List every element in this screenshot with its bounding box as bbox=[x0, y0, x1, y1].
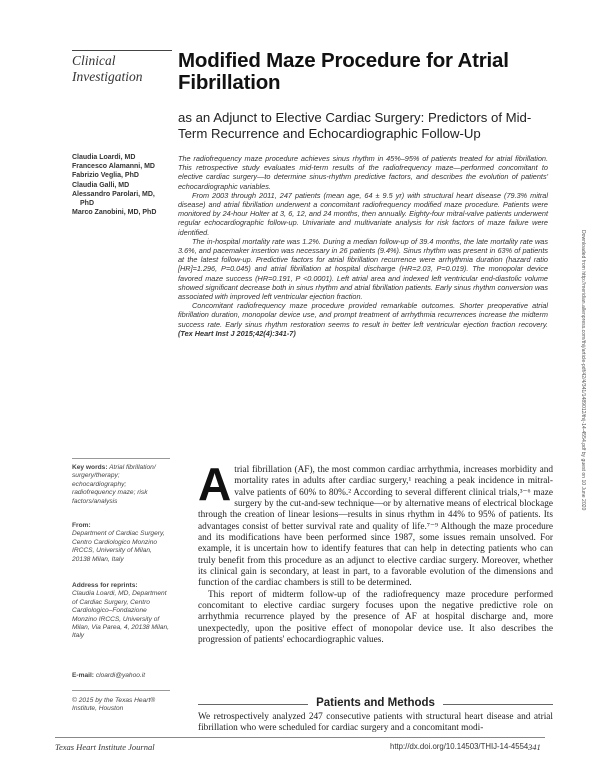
abstract-paragraph bbox=[178, 301, 548, 338]
keywords-block bbox=[72, 464, 170, 506]
article-subtitle: as an Adjunct to Elective Cardiac Surgery: Predictors of Mid-Term Recurrence and Echocardiographic Follow-Up bbox=[178, 110, 532, 141]
email-block bbox=[72, 672, 170, 680]
body-methods bbox=[198, 712, 553, 735]
abstract-conclusion: Concomitant radiofrequency maze procedure provided remarkable outcomes. Shorter preoperative atrial fibrillation duration, monopolar device use, and prompt treatment of arrhythmia recurrences increase the midterm success rate. Early sinus rhythm restoration seems to result in better left ventricular ejection fraction recovery. bbox=[178, 301, 548, 329]
body-intro bbox=[198, 458, 553, 647]
download-watermark bbox=[578, 230, 588, 570]
page-number: 341 bbox=[528, 742, 541, 752]
body-paragraph bbox=[198, 458, 553, 590]
drop-cap: A bbox=[198, 458, 232, 510]
section-label-line1: Clinical bbox=[72, 53, 116, 68]
author: Alessandro Parolari, MD, bbox=[72, 190, 155, 198]
author: Marco Zanobini, MD, PhD bbox=[72, 209, 157, 217]
email-label: E-mail: bbox=[72, 672, 94, 679]
abstract bbox=[178, 154, 548, 338]
abstract-paragraph: The radiofrequency maze procedure achieves sinus rhythm in 45%–95% of patients treated for atrial fibrillation. This retrospective study evaluates mid-term results of the radiofrequency maze—performed concomitant to elective cardiac surgery—to determine sinus-rhythm predictive factors, and describes the evolution of patients' echocardiographic variables. bbox=[178, 154, 548, 191]
keywords-text: Atrial fibrillation/ surgery/therapy; echocardiography; radiofrequency maze; risk factors/analysis bbox=[72, 464, 156, 505]
citation: (Tex Heart Inst J 2015;42(4):341-7) bbox=[178, 328, 296, 338]
author-list bbox=[72, 153, 177, 217]
email-address[interactable]: cloardi@yahoo.it bbox=[95, 672, 146, 679]
section-label bbox=[72, 53, 172, 85]
copyright-note: © 2015 by the Texas Heart® Institute, Houston bbox=[72, 697, 156, 713]
journal-name: Texas Heart Institute Journal bbox=[55, 742, 155, 752]
section-rule bbox=[72, 50, 172, 51]
affiliation-block bbox=[72, 522, 170, 564]
author: Fabrizio Veglia, PhD bbox=[72, 172, 139, 180]
reprints-text: Claudia Loardi, MD, Department of Cardiac Surgery, Centro Cardiologico–Fondazione Monzino IRCCS, University of Milan, Via Parea, 4, 20138 Milan, Italy bbox=[72, 590, 170, 640]
reprints-label: Address for reprints: bbox=[72, 582, 138, 589]
body-paragraph: This report of midterm follow-up of the radiofrequency maze procedure performed concomitant to elective cardiac surgery focuses upon the negative predictive role on arrhythmia recurrence played by the presence of AF at hospital discharge and, more unexpectedly, upon the positive effect of monopolar device use. It also describes the progression of patients' echocardiographic values. bbox=[198, 589, 553, 646]
keywords-label: Key words: bbox=[72, 464, 108, 471]
author: Francesco Alamanni, MD bbox=[72, 163, 155, 171]
download-note: Downloaded from http://meridian.allenpress.com/thij/article-pdf/42/4/341/1489012/thij-14-4554.pdf by guest on 10 June 2020 bbox=[580, 230, 586, 511]
section-heading: Patients and Methods bbox=[316, 697, 435, 709]
abstract-paragraph: From 2003 through 2011, 247 patients (mean age, 64 ± 9.5 yr) with structural heart disease (79.3% mitral disease) and atrial fibrillation underwent a concomitant radiofrequency modified maze procedure. Patients were monitored by 24-hour Holter at 3, 6, 12, and 24 months, then annually. Eighty-four mitral-valve patients underwent regular echocardiographic follow-up. Univariate and multivariate analysis for risk factors of maze failure were identified. bbox=[178, 190, 548, 237]
author: Claudia Galli, MD bbox=[72, 181, 130, 189]
footer-rule bbox=[55, 737, 545, 738]
body-paragraph: We retrospectively analyzed 247 consecutive patients with structural heart disease and atrial fibrillation who were scheduled for cardiac surgery and a concomitant modi- bbox=[198, 712, 553, 734]
article-title: Modified Maze Procedure for Atrial Fibrillation bbox=[178, 49, 509, 94]
sidebar-divider bbox=[72, 690, 170, 691]
author: PhD bbox=[80, 200, 94, 208]
abstract-paragraph: The in-hospital mortality rate was 1.2%. During a median follow-up of 39.4 months, the late mortality rate was 3.6%, and pacemaker insertion was necessary in 26 patients (9.4%). Sinus rhythm was present in 63% of patients at the latest follow-up. Predictive factors for atrial fibrillation recurrence were arrhythmia duration (hazard ratio [HR]=1.296, P=0.045) and atrial fibrillation at hospital discharge (HR=2.03, P=0.019). The monopolar device favored maze success (HR=0.191, P <0.0001). Left atrial area and indexed left ventricular end-diastolic volume showed significant decrease both in sinus rhythm and atrial fibrillation patients. Early sinus rhythm conversion was associated with improved left ventricular ejection fraction. bbox=[178, 236, 548, 302]
section-label-line2: Investigation bbox=[72, 69, 143, 84]
doi-link[interactable]: http://dx.doi.org/10.14503/THIJ-14-4554 bbox=[390, 742, 529, 751]
sidebar-divider bbox=[72, 458, 170, 459]
reprints-block bbox=[72, 582, 170, 641]
affiliation-label: From: bbox=[72, 522, 91, 529]
body-paragraph-text: trial fibrillation (AF), the most common cardiac arrhythmia, increases morbidity and mortality rates in adults after cardiac surgery,¹ reaching a peak incidence in mitral-valve patients of 60% to 80%.² According to several different clinical trials,³⁻⁶ maze surgery by the cut-and-sew technique—or by alternative means of electrical blockage through the creation of linear lesions—results in sinus rhythm in 44% to 95% of patients. Its advantages consist of better survival rate and quality of life.⁷⁻⁹ Although the maze procedure and its modifications have been performed since 1987, some issues remain unsolved. For example, it is uncertain how to identify features that can help in detecting patients who can truly benefit from this procedure as an adjunct to elective cardiac surgery. Moreover, whether its clinical gain is secondary, at least in part, to a favorable evolution of the dimensions and function of the cardiac chambers is still to be determined. bbox=[198, 465, 553, 589]
affiliation-text: Department of Cardiac Surgery, Centro Cardiologico Monzino IRCCS, University of Milan, 20138 Milan, Italy bbox=[72, 530, 165, 563]
author: Claudia Loardi, MD bbox=[72, 154, 136, 161]
